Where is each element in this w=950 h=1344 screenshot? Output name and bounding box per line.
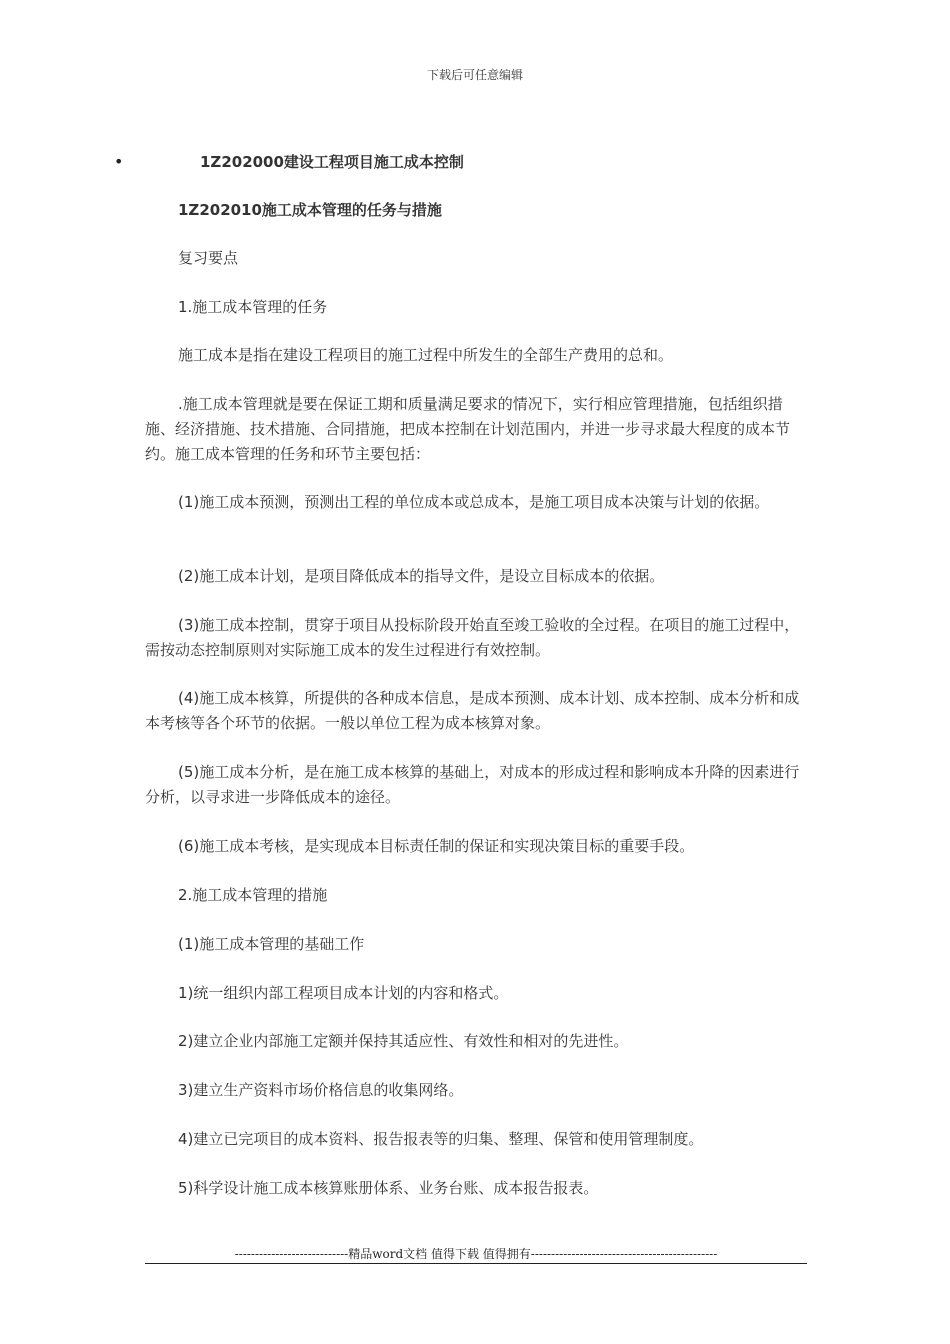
footer-divider (145, 1263, 807, 1264)
paragraph: 4)建立已完项目的成本资料、报告报表等的归集、整理、保管和使用管理制度。 (178, 1130, 704, 1148)
page-footer: ----------------------------精品word文档 值得下载 值得拥有---------------------------------------------- (234, 1247, 718, 1261)
paragraph: 5)科学设计施工成本核算账册体系、业务台账、成本报告报表。 (178, 1179, 599, 1197)
paragraph: 3)建立生产资料市场价格信息的收集网络。 (178, 1081, 464, 1099)
paragraph: (4)施工成本核算，所提供的各种成本信息，是成本预测、成本计划、成本控制、成本分析和成本考核等各个环节的依据。一般以单位工程为成本核算对象。 (145, 689, 800, 732)
paragraph: (5)施工成本分析，是在施工成本核算的基础上，对成本的形成过程和影响成本升降的因素进行分析，以寻求进一步降低成本的途径。 (145, 763, 800, 806)
section-title: 1Z202000建设工程项目施工成本控制 (200, 153, 464, 171)
paragraph: 1.施工成本管理的任务 (178, 298, 328, 316)
paragraph: (2)施工成本计划，是项目降低成本的指导文件，是设立目标成本的依据。 (178, 567, 665, 585)
paragraph: (3)施工成本控制，贯穿于项目从投标阶段开始直至竣工验收的全过程。在项目的施工过程中，需按动态控制原则对实际施工成本的发生过程进行有效控制。 (145, 616, 800, 659)
paragraph: 复习要点 (178, 249, 239, 267)
paragraph: 2.施工成本管理的措施 (178, 886, 328, 904)
paragraph: 2)建立企业内部施工定额并保持其适应性、有效性和相对的先进性。 (178, 1032, 629, 1050)
paragraph: 施工成本是指在建设工程项目的施工过程中所发生的全部生产费用的总和。 (178, 346, 674, 364)
bullet-icon: • (114, 152, 124, 171)
paragraph: (1)施工成本管理的基础工作 (178, 935, 365, 953)
paragraph: (1)施工成本预测，预测出工程的单位成本或总成本，是施工项目成本决策与计划的依据。 (178, 493, 770, 511)
paragraph: (6)施工成本考核，是实现成本目标责任制的保证和实现决策目标的重要手段。 (178, 837, 695, 855)
subsection-title: 1Z202010施工成本管理的任务与措施 (178, 201, 442, 219)
page-header: 下载后可任意编辑 (426, 68, 523, 82)
paragraph: .施工成本管理就是要在保证工期和质量满足要求的情况下，实行相应管理措施，包括组织措施、经济措施、技术措施、合同措施，把成本控制在计划范围内，并进一步寻求最大程度的成本节约。施工成本管理的任务和环节主要包括： (145, 395, 791, 463)
paragraph: 1)统一组织内部工程项目成本计划的内容和格式。 (178, 984, 509, 1002)
